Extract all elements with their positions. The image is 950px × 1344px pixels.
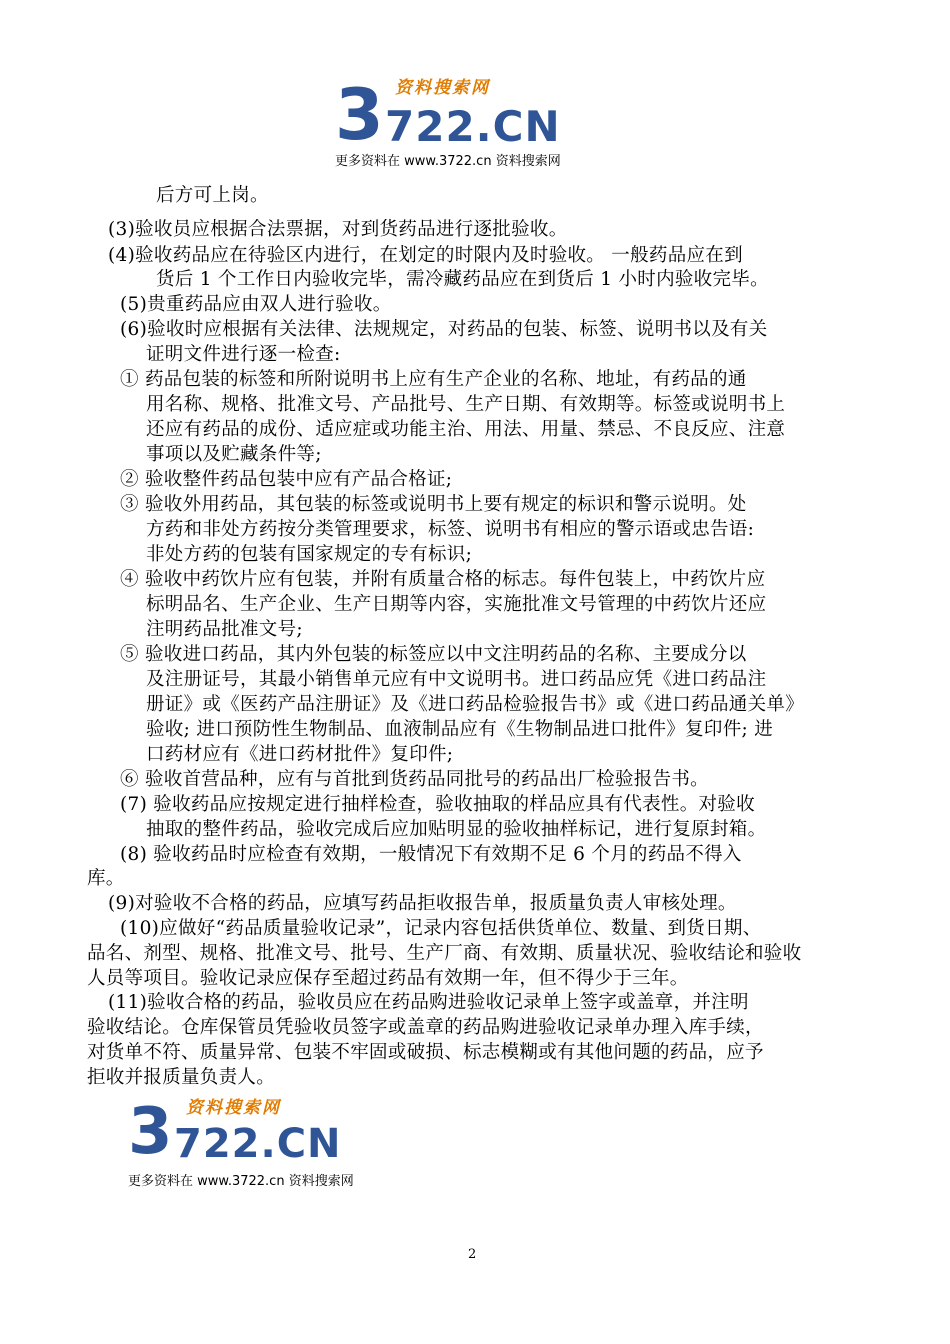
text-line: (5)贵重药品应由双人进行验收。 — [120, 294, 392, 315]
logo-digit-3: 3 — [335, 74, 384, 156]
logo-digit-3: 3 — [128, 1095, 173, 1169]
text-line: 还应有药品的成份、适应症或功能主治、用法、用量、禁忌、不良反应、注意 — [146, 419, 786, 440]
text-line: 库。 — [87, 868, 125, 889]
logo-site-name: 资料搜索网 — [186, 1098, 281, 1118]
text-line: 对货单不符、质量异常、包装不牢固或破损、标志模糊或有其他问题的药品，应予 — [87, 1042, 764, 1063]
text-line: 标明品名、生产企业、生产日期等内容，实施批准文号管理的中药饮片还应 — [146, 594, 767, 615]
text-line: (3)验收员应根据合法票据，对到货药品进行逐批验收。 — [108, 219, 568, 240]
text-line: (9)对验收不合格的药品，应填写药品拒收报告单，报质量负责人审核处理。 — [108, 893, 737, 914]
text-line: 用名称、规格、批准文号、产品批号、生产日期、有效期等。标签或说明书上 — [146, 394, 786, 415]
text-line: ④ 验收中药饮片应有包装，并附有质量合格的标志。每件包装上，中药饮片应 — [120, 569, 766, 590]
text-line: 及注册证号，其最小销售单元应有中文说明书。进口药品应凭《进口药品注 — [146, 669, 767, 690]
text-line: (11)验收合格的药品，验收员应在药品购进验收记录单上签字或盖章，并注明 — [108, 992, 749, 1013]
text-line: 验收结论。仓库保管员凭验收员签字或盖章的药品购进验收记录单办理入库手续， — [87, 1017, 764, 1038]
text-line: (7) 验收药品应按规定进行抽样检查，验收抽取的样品应具有代表性。对验收 — [120, 794, 755, 815]
text-line: 抽取的整件药品，验收完成后应加贴明显的验收抽样标记，进行复原封箱。 — [146, 819, 767, 840]
text-line: 证明文件进行逐一检查: — [146, 344, 341, 365]
text-line: ⑥ 验收首营品种，应有与首批到货药品同批号的药品出厂检验报告书。 — [120, 769, 709, 790]
text-line: 货后 1 个工作日内验收完毕，需冷藏药品应在到货后 1 小时内验收完毕。 — [156, 269, 769, 290]
text-line: (10)应做好“药品质量验收记录”，记录内容包括供货单位、数量、到货日期、 — [120, 918, 762, 939]
text-line: ③ 验收外用药品，其包装的标签或说明书上要有规定的标识和警示说明。处 — [120, 494, 747, 515]
text-line: (6)验收时应根据有关法律、法规规定，对药品的包装、标签、说明书以及有关 — [120, 319, 768, 340]
text-line: 验收; 进口预防性生物制品、血液制品应有《生物制品进口批件》复印件; 进 — [146, 719, 774, 740]
logo-tagline: 更多资料在 www.3722.cn 资料搜索网 — [335, 154, 561, 169]
text-line: 后方可上岗。 — [156, 185, 269, 206]
text-line: 方药和非处方药按分类管理要求，标签、说明书有相应的警示语或忠告语: — [146, 519, 755, 540]
logo-domain: 722.CN — [174, 1121, 342, 1167]
text-line: (4)验收药品应在待验区内进行，在划定的时限内及时验收。 一般药品应在到 — [108, 245, 743, 266]
footer-logo — [128, 1095, 428, 1200]
page-number: 2 — [468, 1247, 477, 1262]
text-line: 品名、剂型、规格、批准文号、批号、生产厂商、有效期、质量状况、验收结论和验收 — [87, 943, 802, 964]
text-line: 事项以及贮藏条件等; — [146, 444, 322, 465]
text-line: 册证》或《医药产品注册证》及《进口药品检验报告书》或《进口药品通关单》 — [146, 694, 805, 715]
text-line: (8) 验收药品时应检查有效期，一般情况下有效期不足 6 个月的药品不得入 — [120, 844, 742, 865]
text-line: ① 药品包装的标签和所附说明书上应有生产企业的名称、地址，有药品的通 — [120, 369, 747, 390]
logo-site-name: 资料搜索网 — [395, 78, 490, 98]
text-line: 口药材应有《进口药材批件》复印件; — [146, 744, 454, 765]
text-line: 人员等项目。验收记录应保存至超过药品有效期一年，但不得少于三年。 — [87, 968, 689, 989]
logo-domain: 722.CN — [385, 102, 561, 151]
text-line: 拒收并报质量负责人。 — [87, 1067, 276, 1088]
text-line: ② 验收整件药品包装中应有产品合格证; — [120, 469, 453, 490]
header-logo — [335, 74, 635, 178]
text-line: 注明药品批准文号; — [146, 619, 303, 640]
text-line: 非处方药的包装有国家规定的专有标识; — [146, 544, 473, 565]
logo-tagline: 更多资料在 www.3722.cn 资料搜索网 — [128, 1174, 354, 1189]
text-line: ⑤ 验收进口药品，其内外包装的标签应以中文注明药品的名称、主要成分以 — [120, 644, 747, 665]
